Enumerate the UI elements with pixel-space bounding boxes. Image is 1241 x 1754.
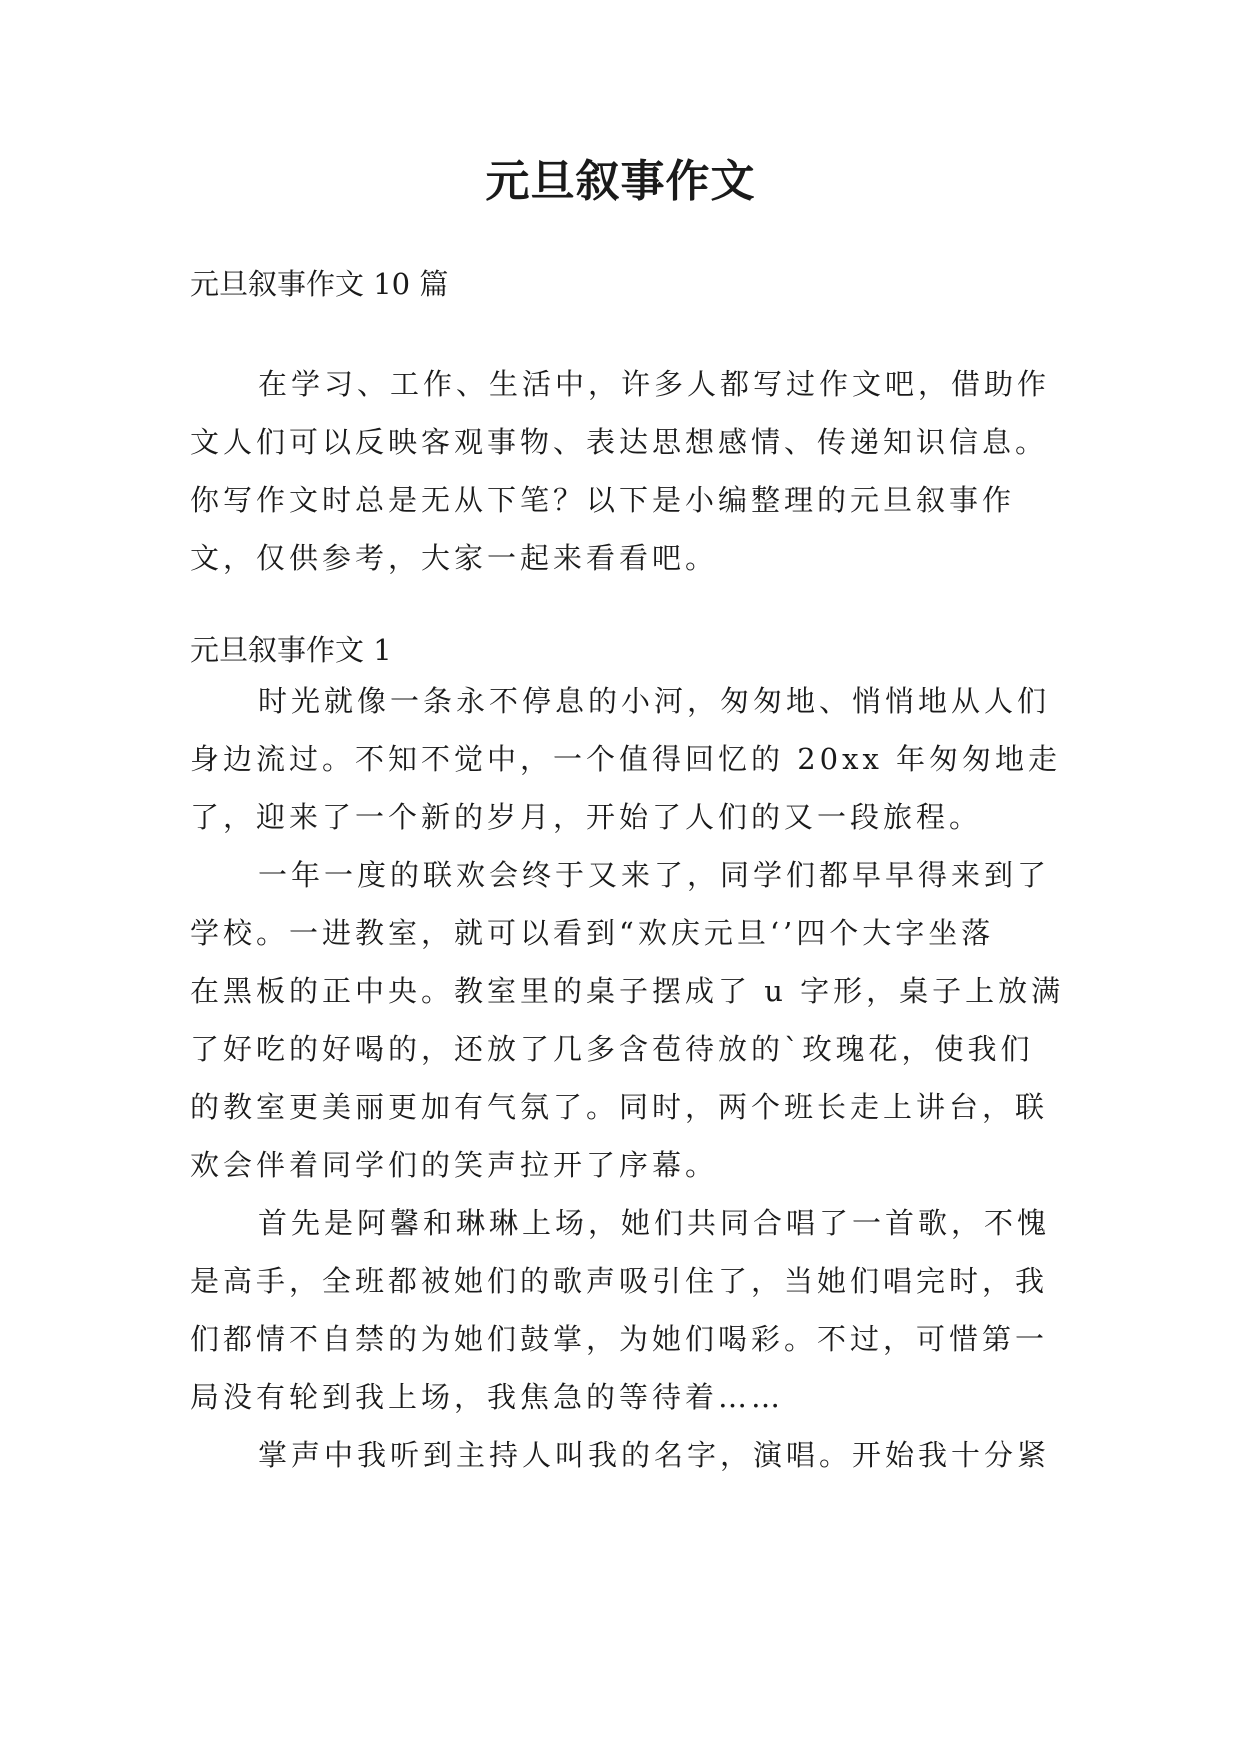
text-line: 了好吃的好喝的，还放了几多含苞待放的`玫瑰花，使我们 (190, 1032, 1034, 1066)
text-line: 时光就像一条永不停息的小河，匆匆地、悄悄地从人们 (258, 684, 1051, 718)
text-line: 文，仅供参考，大家一起来看看吧。 (190, 541, 719, 575)
text-line: 在学习、工作、生活中，许多人都写过作文吧，借助作 (258, 367, 1051, 401)
text-line: 你写作文时总是无从下笔？以下是小编整理的元旦叙事作 (190, 483, 1016, 517)
document-subtitle: 元旦叙事作文 10 篇 (190, 267, 449, 301)
body-paragraph-1 (190, 672, 1070, 846)
text-line: 身边流过。不知不觉中，一个值得回忆的 20xx 年匆匆地走 (190, 742, 1062, 776)
body-paragraph-2 (190, 846, 1070, 1194)
text-line: 的教室更美丽更加有气氛了。同时，两个班长走上讲台，联 (190, 1090, 1049, 1124)
text-line: 首先是阿馨和琳琳上场，她们共同合唱了一首歌，不愧 (258, 1206, 1051, 1240)
text-line: 文人们可以反映客观事物、表达思想感情、传递知识信息。 (190, 425, 1049, 459)
intro-paragraph (190, 355, 1070, 587)
body-paragraph-3 (190, 1194, 1070, 1426)
body-paragraph-4 (190, 1426, 1070, 1484)
text-line: 了，迎来了一个新的岁月，开始了人们的又一段旅程。 (190, 800, 983, 834)
text-line: 是高手，全班都被她们的歌声吸引住了，当她们唱完时，我 (190, 1264, 1049, 1298)
document-title: 元旦叙事作文 (485, 156, 756, 207)
text-line: 一年一度的联欢会终于又来了，同学们都早早得来到了 (258, 858, 1051, 892)
text-line: 掌声中我听到主持人叫我的名字，演唱。开始我十分紧 (258, 1438, 1051, 1472)
text-line: 欢会伴着同学们的笑声拉开了序幕。 (190, 1148, 719, 1182)
text-line: 学校。一进教室，就可以看到“欢庆元旦‘’四个大字坐落 (190, 916, 995, 950)
text-line: 局没有轮到我上场，我焦急的等待着…… (190, 1380, 785, 1414)
section-heading: 元旦叙事作文 1 (190, 633, 392, 667)
text-line: 在黑板的正中央。教室里的桌子摆成了 u 字形，桌子上放满 (190, 974, 1065, 1008)
text-line: 们都情不自禁的为她们鼓掌，为她们喝彩。不过，可惜第一 (190, 1322, 1049, 1356)
